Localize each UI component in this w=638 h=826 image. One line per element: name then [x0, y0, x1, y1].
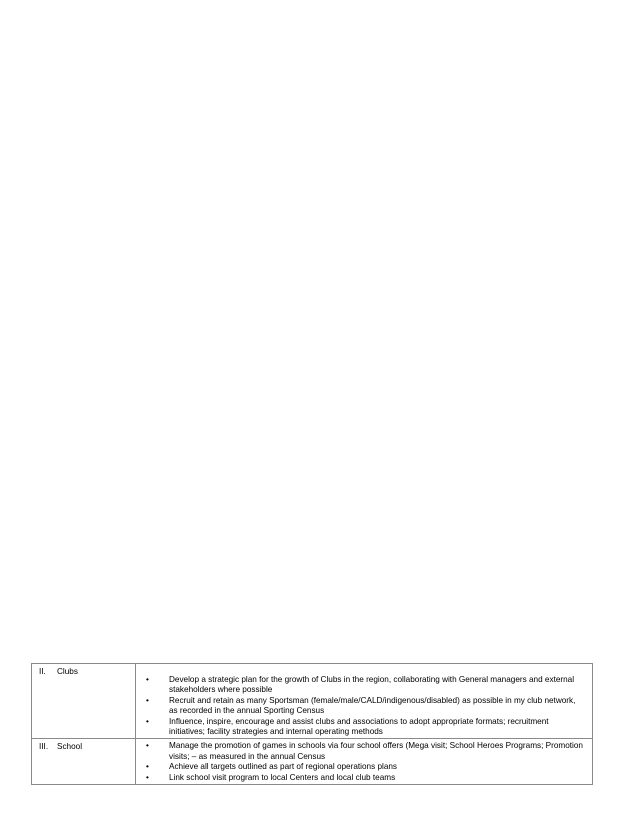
- section-title: Clubs: [57, 667, 78, 676]
- section-number: II.: [39, 667, 46, 676]
- list-item-text: Recruit and retain as many Sportsman (female/male/CALD/indigenous/disabled) as possible in my club network, as recorded in the annual Sporting Census: [169, 695, 576, 716]
- list-item-text: Develop a strategic plan for the growth of Clubs in the region, collaborating with General managers and external stakeholders where possible: [169, 675, 575, 695]
- bullet-icon: •: [146, 772, 149, 782]
- list-item: [136, 741, 586, 762]
- list-item-text: Manage the promotion of games in schools via four school offers (Mega visit; School Heroes Programs; Promotion visits; – as measured in the annual Census: [169, 741, 583, 761]
- section-label: [32, 664, 135, 677]
- table-row-clubs: [32, 664, 593, 739]
- section-label: [32, 739, 135, 752]
- list-item: [136, 675, 586, 696]
- responsibilities-table: [31, 663, 593, 785]
- bullet-icon: •: [146, 762, 149, 772]
- section-title: School: [57, 742, 83, 752]
- bullet-list: [136, 664, 592, 738]
- list-item-text: Link school visit program to local Centers and local club teams: [169, 772, 396, 782]
- list-item-text: Achieve all targets outlined as part of regional operations plans: [169, 762, 398, 772]
- list-item: [136, 773, 586, 783]
- list-item: [136, 696, 586, 717]
- list-item: [136, 762, 586, 772]
- bullet-icon: •: [146, 716, 149, 726]
- section-cell: [32, 739, 136, 785]
- bullet-icon: •: [146, 741, 149, 751]
- bullet-list: [136, 739, 592, 784]
- bullet-icon: •: [146, 695, 149, 705]
- bullet-icon: •: [146, 675, 149, 684]
- list-item-text: Influence, inspire, encourage and assist clubs and associations to adopt appropriate formats; recruitment initiatives; facility strategies and internal operating methods: [169, 716, 549, 737]
- bullets-cell: [136, 739, 593, 785]
- table-row-school: [32, 739, 593, 785]
- list-item: [136, 717, 586, 738]
- bullets-cell: [136, 664, 593, 739]
- section-cell: [32, 664, 136, 739]
- section-number: III.: [39, 742, 49, 752]
